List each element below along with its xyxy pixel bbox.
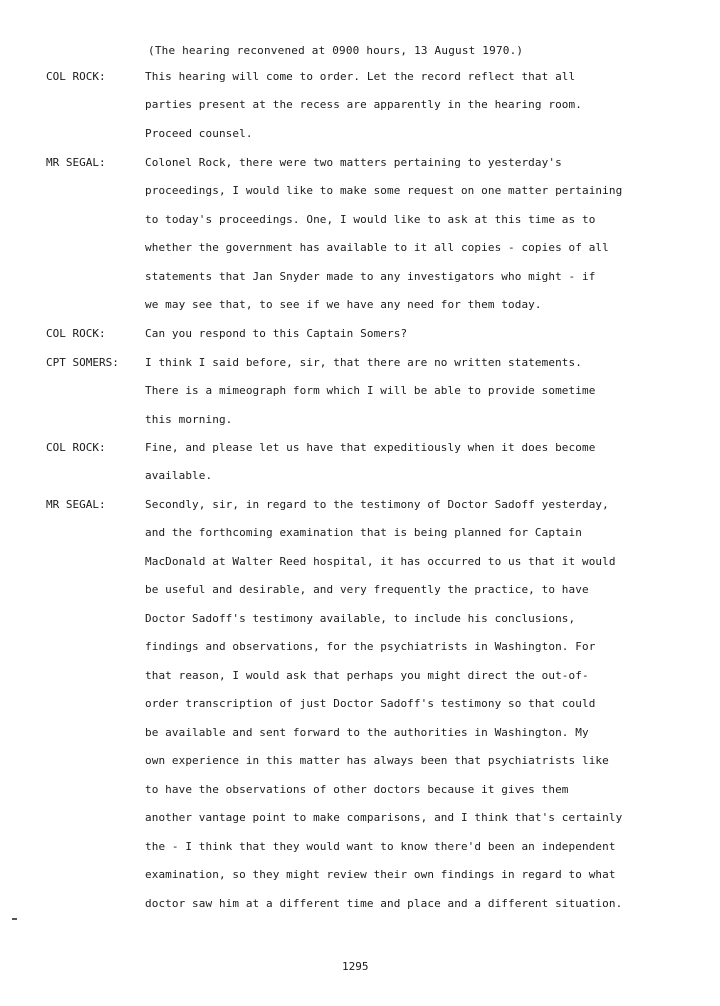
transcript-line: order transcription of just Doctor Sadoff's testimony so that could bbox=[145, 697, 596, 710]
transcript-line: findings and observations, for the psychiatrists in Washington. For bbox=[145, 640, 596, 653]
transcript-line: Colonel Rock, there were two matters pertaining to yesterday's bbox=[145, 156, 562, 169]
speaker-label: CPT SOMERS: bbox=[46, 356, 119, 369]
speaker-label: COL ROCK: bbox=[46, 70, 106, 83]
transcript-line: to have the observations of other doctors because it gives them bbox=[145, 783, 569, 796]
transcript-line: This hearing will come to order. Let the record reflect that all bbox=[145, 70, 576, 83]
speaker-label: COL ROCK: bbox=[46, 327, 106, 340]
transcript-line: statements that Jan Snyder made to any investigators who might - if bbox=[145, 270, 596, 283]
transcript-line: whether the government has available to it all copies - copies of all bbox=[145, 241, 609, 254]
transcript-line: this morning. bbox=[145, 413, 233, 426]
transcript-line: the - I think that they would want to know there'd been an independent bbox=[145, 840, 616, 853]
speaker-label: COL ROCK: bbox=[46, 441, 106, 454]
speaker-label: MR SEGAL: bbox=[46, 156, 106, 169]
transcript-line: Fine, and please let us have that expeditiously when it does become bbox=[145, 441, 596, 454]
transcript-line: we may see that, to see if we have any need for them today. bbox=[145, 298, 542, 311]
transcript-line: be available and sent forward to the authorities in Washington. My bbox=[145, 726, 589, 739]
transcript-line: doctor saw him at a different time and place and a different situation. bbox=[145, 897, 623, 910]
transcript-line: to today's proceedings. One, I would like to ask at this time as to bbox=[145, 213, 596, 226]
transcript-line: There is a mimeograph form which I will be able to provide sometime bbox=[145, 384, 596, 397]
transcript-line: available. bbox=[145, 469, 213, 482]
margin-mark bbox=[12, 918, 17, 920]
transcript-line: I think I said before, sir, that there are no written statements. bbox=[145, 356, 582, 369]
transcript-line: proceedings, I would like to make some request on one matter pertaining bbox=[145, 184, 623, 197]
transcript-line: Can you respond to this Captain Somers? bbox=[145, 327, 408, 340]
page-number: 1295 bbox=[342, 960, 369, 973]
transcript-line: Doctor Sadoff's testimony available, to include his conclusions, bbox=[145, 612, 576, 625]
transcript-line: Proceed counsel. bbox=[145, 127, 253, 140]
transcript-line: MacDonald at Walter Reed hospital, it has occurred to us that it would bbox=[145, 555, 616, 568]
transcript-line: another vantage point to make comparisons, and I think that's certainly bbox=[145, 811, 623, 824]
speaker-label: MR SEGAL: bbox=[46, 498, 106, 511]
transcript-line: and the forthcoming examination that is being planned for Captain bbox=[145, 526, 582, 539]
transcript-line: own experience in this matter has always been that psychiatrists like bbox=[145, 754, 609, 767]
transcript-line: examination, so they might review their own findings in regard to what bbox=[145, 868, 616, 881]
transcript-line: Secondly, sir, in regard to the testimony of Doctor Sadoff yesterday, bbox=[145, 498, 609, 511]
transcript-line: that reason, I would ask that perhaps you might direct the out-of- bbox=[145, 669, 589, 682]
recess-note: (The hearing reconvened at 0900 hours, 13 August 1970.) bbox=[148, 44, 524, 57]
transcript-line: be useful and desirable, and very frequently the practice, to have bbox=[145, 583, 589, 596]
transcript-line: parties present at the recess are apparently in the hearing room. bbox=[145, 98, 582, 111]
